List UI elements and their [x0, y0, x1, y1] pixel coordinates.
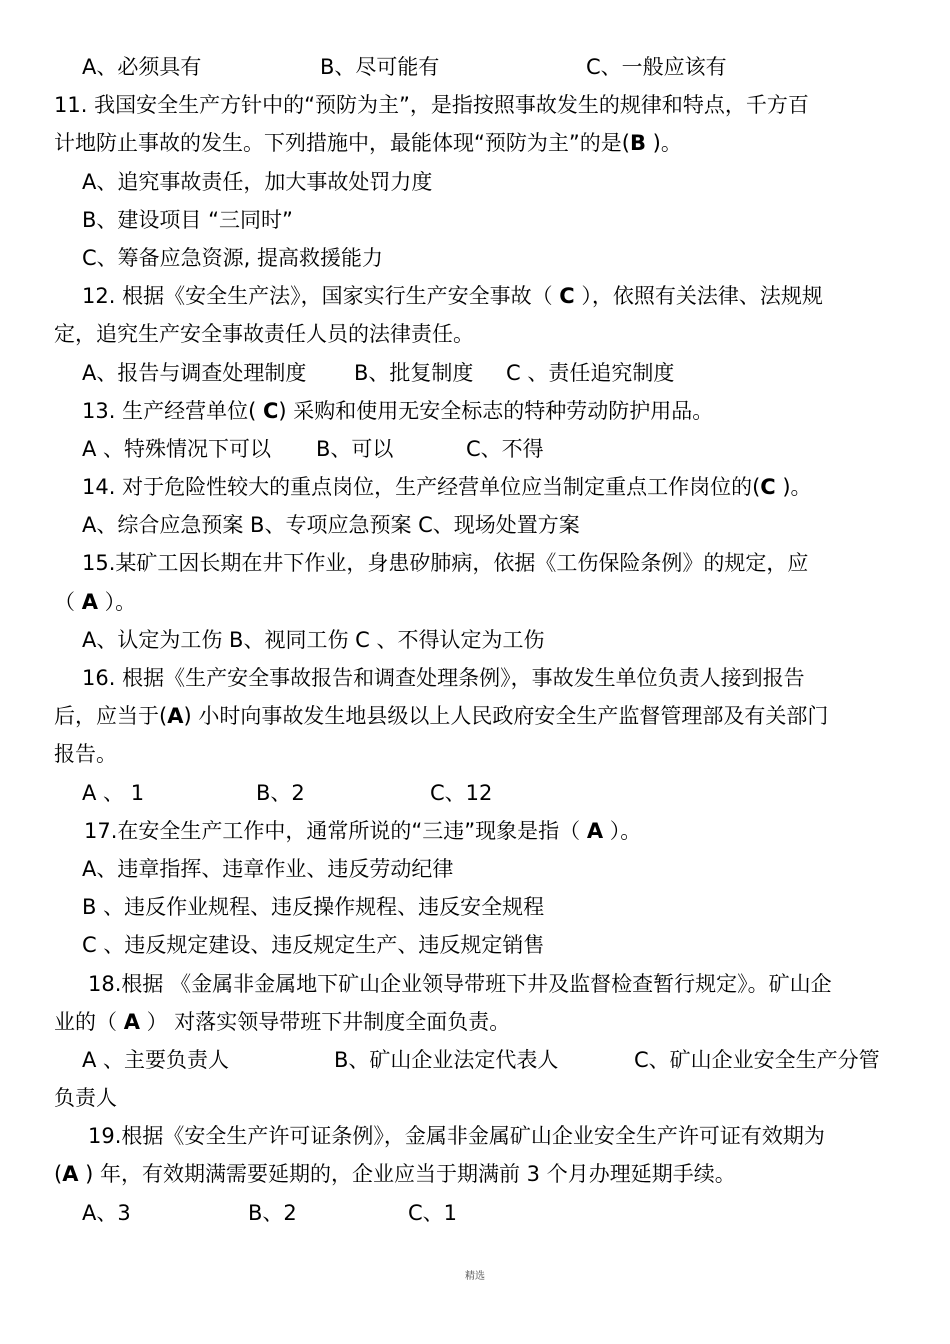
- option-a: A 、 1: [82, 780, 145, 805]
- options-q15: A、认定为工伤 B、视同工伤 C 、不得认定为工伤: [82, 627, 545, 652]
- option-a: A、报告与调查处理制度: [82, 360, 307, 385]
- option-a: A、追究事故责任，加大事故处罚力度: [82, 169, 433, 194]
- page-footer: 精选: [465, 1271, 485, 1282]
- options-q12: [54, 354, 899, 392]
- question-19-line-1: 19.根据《安全生产许可证条例》，金属非金属矿山企业安全生产许可证有效期为: [88, 1124, 825, 1149]
- question-17: 17.在安全生产工作中，通常所说的“三违”现象是指（ A ）。: [84, 818, 642, 843]
- question-11-line-1: 11. 我国安全生产方针中的“预防为主”，是指按照事故发生的规律和特点，千方百: [54, 93, 809, 118]
- options-q16: [54, 774, 899, 812]
- option-c: C、筹备应急资源, 提高救援能力: [82, 245, 384, 270]
- answer: A: [62, 1162, 79, 1187]
- option-b: B、可以: [316, 436, 394, 461]
- option-c: C、12: [430, 780, 493, 805]
- question-13: 13. 生产经营单位( C) 采购和使用无安全标志的特种劳动防护用品。: [82, 398, 714, 423]
- question-18-line-2: 业的（ A ） 对落实领导带班下井制度全面负责。: [54, 1009, 511, 1034]
- answer: C: [559, 284, 575, 309]
- option-a: A、3: [82, 1200, 131, 1225]
- answer: C: [262, 398, 279, 423]
- question-14: 14. 对于危险性较大的重点岗位，生产经营单位应当制定重点工作岗位的(C )。: [82, 475, 812, 500]
- answer: A: [586, 818, 604, 843]
- option-c: C 、违反规定建设、违反规定生产、违反规定销售: [82, 933, 545, 958]
- option-b: B、批复制度: [354, 360, 474, 385]
- option-a: A、违章指挥、违章作业、违反劳动纪律: [82, 856, 454, 881]
- question-18-line-1: 18.根据 《金属非金属地下矿山企业领导带班下井及监督检查暂行规定》。矿山企: [88, 971, 832, 996]
- option-a: A 、特殊情况下可以: [82, 436, 272, 461]
- question-15-line-1: 15.某矿工因长期在井下作业，身患矽肺病，依据《工伤保险条例》的规定，应: [82, 551, 809, 576]
- option-b: B 、违反作业规程、违反操作规程、违反安全规程: [82, 895, 545, 920]
- option-c: C、1: [408, 1200, 458, 1225]
- option-b: B、尽可能有: [320, 55, 440, 79]
- question-18-line-3: 负责人: [54, 1086, 117, 1111]
- option-b: B、建设项目 “三同时”: [82, 207, 293, 232]
- option-c: C 、责任追究制度: [506, 360, 675, 385]
- answer: B: [629, 131, 646, 156]
- question-12-line-1: 12. 根据《安全生产法》，国家实行生产安全事故（ C ），依照有关法律、法规规: [82, 284, 823, 309]
- option-c: C、矿山企业安全生产分管: [634, 1047, 880, 1072]
- question-19-line-2: (A ) 年，有效期满需要延期的，企业应当于期满前 3 个月办理延期手续。: [54, 1162, 736, 1187]
- options-q19: [54, 1194, 899, 1232]
- option-b: B、2: [256, 780, 305, 805]
- answer: A: [81, 589, 98, 614]
- answer: A: [167, 704, 184, 729]
- option-a: A 、主要负责人: [82, 1047, 230, 1072]
- question-11-line-2: 计地防止事故的发生。下列措施中，最能体现“预防为主”的是(B )。: [54, 131, 682, 156]
- question-16-line-1: 16. 根据《生产安全事故报告和调查处理条例》，事故发生单位负责人接到报告: [82, 666, 805, 690]
- answer: A: [123, 1009, 140, 1034]
- option-b: B、2: [248, 1200, 297, 1225]
- options-q18: [54, 1041, 899, 1079]
- question-16-line-3: 报告。: [54, 742, 117, 767]
- options-q13: [54, 430, 899, 468]
- question-15-line-2: （ A ）。: [54, 589, 137, 614]
- option-c: C、不得: [466, 436, 544, 461]
- option-a: A、必须具有: [82, 55, 202, 79]
- question-16-line-2: 后，应当于(A) 小时向事故发生地县级以上人民政府安全生产监督管理部及有关部门: [54, 704, 829, 729]
- answer: C: [760, 475, 776, 500]
- option-c: C、一般应该有: [586, 55, 727, 79]
- options-q10: [54, 48, 899, 86]
- options-q14: A、综合应急预案 B、专项应急预案 C、现场处置方案: [82, 513, 580, 538]
- option-b: B、矿山企业法定代表人: [334, 1047, 559, 1072]
- question-12-line-2: 定，追究生产安全事故责任人员的法律责任。: [54, 322, 474, 347]
- document-page: [54, 48, 899, 1232]
